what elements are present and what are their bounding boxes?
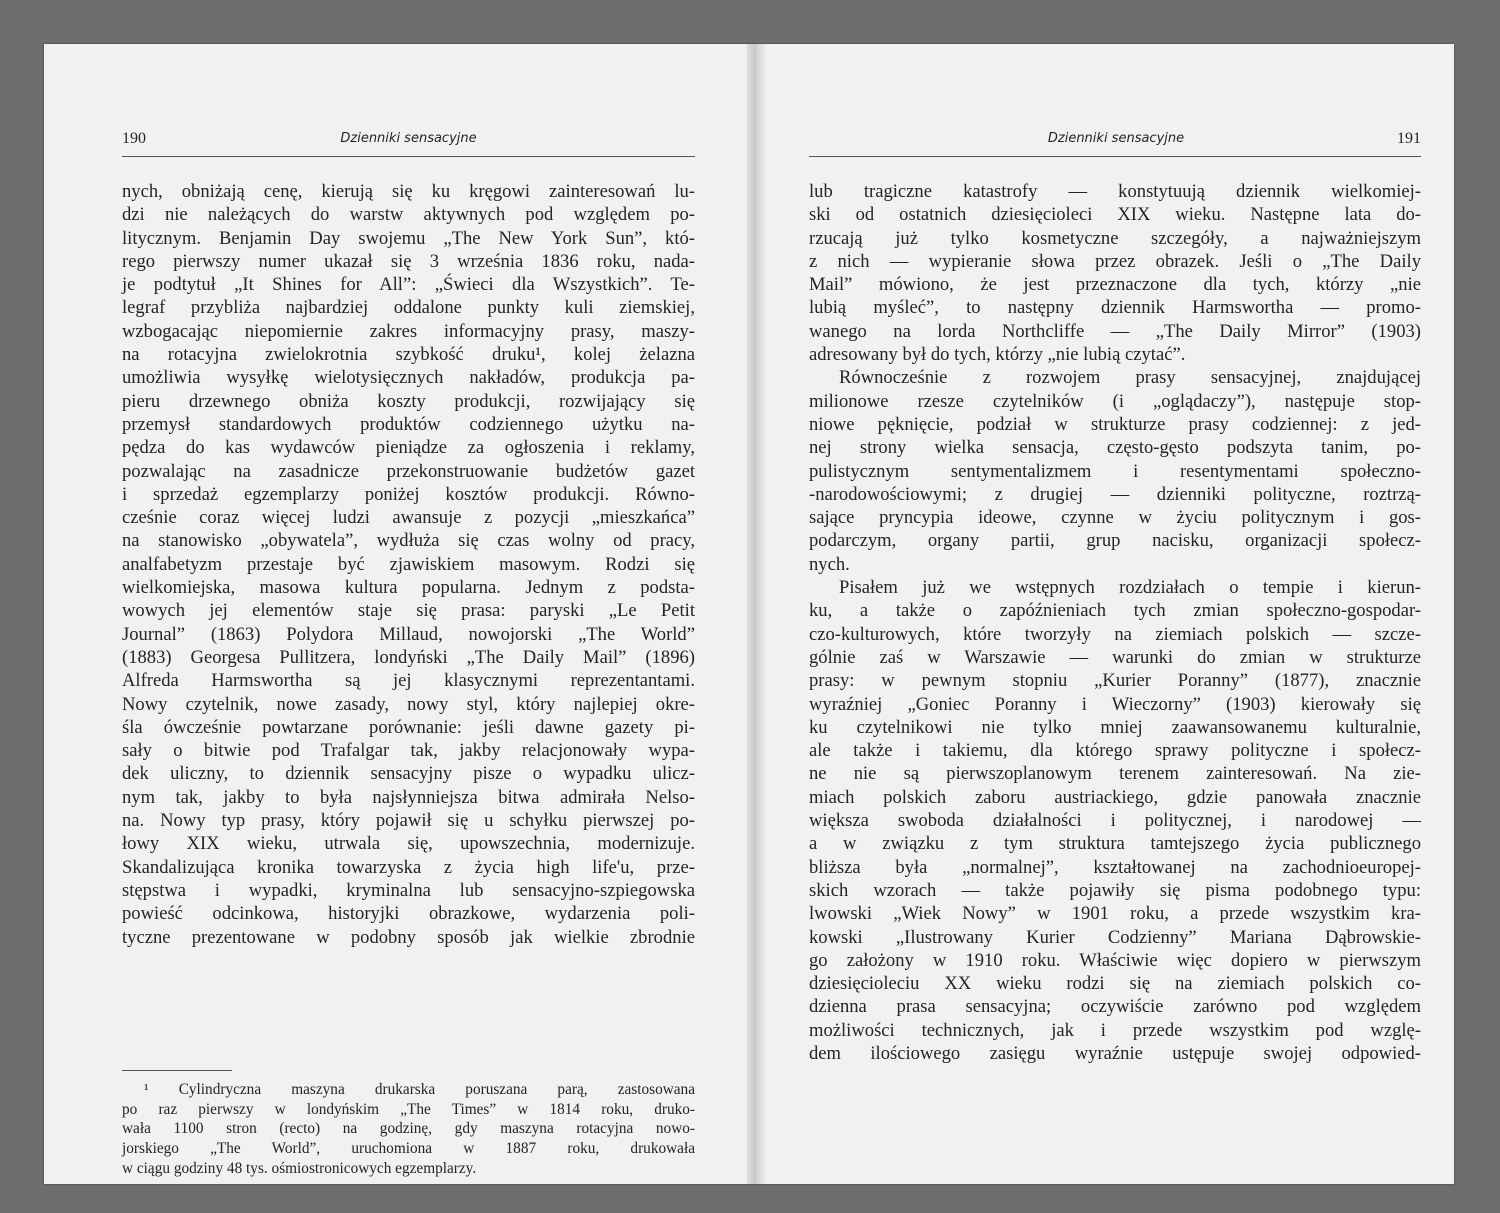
text-line: analfabetyzm przestaje być zjawiskiem masowym. Rodzi się (122, 553, 695, 575)
text-line: nej strony wielka sensacja, często-gęsto podszyta tanim, po- (809, 437, 1421, 459)
text-line: pędza do kas wydawców pieniądze za ogłoszenia i reklamy, (122, 437, 695, 459)
text-line: umożliwia wysyłkę wielotysięcznych nakładów, produkcja pa- (122, 367, 695, 389)
text-line: wanego na lorda Northcliffe — „The Daily Mirror” (1903) (809, 320, 1421, 342)
text-line: Alfreda Harmswortha są jej klasycznymi reprezentantami. (122, 670, 695, 692)
text-line: na stanowisko „obywatela”, wydłuża się czas wolny od pracy, (122, 530, 695, 552)
text-line: podarczym, organy partii, grup nacisku, organizacji społecz- (809, 530, 1421, 552)
text-line: miach polskich zaboru austriackiego, gdzie panowała znacznie (809, 786, 1421, 808)
right-page-number: 191 (1397, 130, 1421, 147)
text-line: rego pierwszy numer ukazał się 3 września 1836 roku, nada- (122, 250, 695, 272)
text-line: cześnie coraz więcej ludzi awansuje z pozycji „mieszkańca” (122, 507, 695, 529)
left-running-head: Dzienniki sensacyjne (340, 131, 477, 146)
text-line: Mail” mówiono, że jest przeznaczone dla tych, którzy „nie (809, 274, 1421, 296)
text-line: nych. (809, 553, 850, 575)
book-gutter (747, 44, 765, 1184)
text-line: niowe pęknięcie, podział w strukturze prasy codziennej: z jed- (809, 413, 1421, 435)
text-line: łowy XIX wieku, utrwala się, upowszechnia, modernizuje. (122, 833, 695, 855)
text-line: ski od ostatnich dziesięcioleci XIX wieku. Następne lata do- (809, 204, 1421, 226)
footnote-line: ¹ Cylindryczna maszyna drukarska poruszana parą, zastosowana (144, 1081, 695, 1098)
text-line: kowski „Ilustrowany Kurier Codzienny” Mariana Dąbrowskie- (809, 926, 1421, 948)
text-line: pieru drzewnego obniża koszty produkcji, rozwijający się (122, 390, 695, 412)
left-page (44, 44, 747, 1184)
text-line: Pisałem już we wstępnych rozdziałach o tempie i kierun- (839, 577, 1421, 599)
text-line: na. Nowy typ prasy, który pojawił się u schyłku pierwszej po- (122, 810, 695, 832)
right-page-body (809, 180, 1421, 1065)
text-line: z nich — wypieranie słowa przez obrazek. Jeśli o „The Daily (809, 250, 1421, 272)
text-line: czo-kulturowych, które tworzyły na ziemiach polskich — szcze- (809, 623, 1421, 645)
footnote (122, 1080, 695, 1178)
text-line: prasy: w pewnym stopniu „Kurier Poranny” (1877), znacznie (809, 670, 1421, 692)
text-line: bliższa była „normalnej”, kształtowanej na zachodnioeuropej- (809, 856, 1421, 878)
text-line: milionowe rzesze czytelników (i „oglądaczy”), następuje stop- (809, 390, 1421, 412)
left-page-number: 190 (122, 130, 146, 147)
text-line: większa swoboda działalności i politycznej, i narodowej — (809, 810, 1421, 832)
book-spread (44, 44, 1454, 1184)
footnote-rule (122, 1070, 232, 1071)
text-line: go założony w 1910 roku. Właściwie więc dopiero w pierwszym (809, 949, 1421, 971)
text-line: przemysł standardowych produktów codziennego użytku na- (122, 413, 695, 435)
text-line: (1883) Georgesa Pullitzera, londyński „The Daily Mail” (1896) (122, 646, 695, 668)
text-line: je podtytuł „It Shines for All”: „Świeci dla Wszystkich”. Te- (122, 274, 695, 296)
text-line: nym tak, jakby to była najsłynniejsza bitwa admirała Nelso- (122, 786, 695, 808)
text-line: Skandalizująca kronika towarzyska z życia high life'u, prze- (122, 856, 695, 878)
text-line: legraf przybliża najbardziej oddalone punkty kuli ziemskiej, (122, 297, 695, 319)
text-line: -narodowościowymi; z drugiej — dzienniki polityczne, roztrzą- (809, 483, 1421, 505)
text-line: dzi nie należących do warstw aktywnych pod względem po- (122, 204, 695, 226)
text-line: ku, a także o zapóźnieniach tych zmian społeczno-gospodar- (809, 600, 1421, 622)
text-line: tyczne prezentowane w podobny sposób jak wielkie zbrodnie (122, 926, 695, 948)
text-line: Równocześnie z rozwojem prasy sensacyjnej, znajdującej (839, 367, 1421, 389)
text-line: nych, obniżają cenę, kierują się ku kręgowi zainteresowań lu- (122, 181, 695, 202)
text-line: dziesięcioleciu XX wieku rodzi się na ziemiach polskich co- (809, 973, 1421, 995)
text-line: Journal” (1863) Polydora Millaud, nowojorski „The World” (122, 623, 695, 645)
text-line: dzienna prasa sensacyjna; oczywiście zarówno pod względem (809, 996, 1421, 1018)
text-line: sały o bitwie pod Trafalgar tak, jakby relacjonowały wypa- (122, 740, 695, 762)
text-line: lub tragiczne katastrofy — konstytuują dziennik wielkomiej- (809, 181, 1421, 202)
text-line: wzbogacając niepomiernie zakres informacyjny prasy, maszy- (122, 320, 695, 342)
right-header-rule (809, 156, 1421, 157)
text-line: i sprzedaż egzemplarzy poniżej kosztów produkcji. Równo- (122, 483, 695, 505)
text-line: wielkomiejska, masowa kultura popularna. Jednym z podsta- (122, 577, 695, 599)
text-line: wyraźniej „Goniec Poranny i Wieczorny” (1903) kierowały się (809, 693, 1421, 715)
footnote-line: po raz pierwszy w londyńskim „The Times” w 1814 roku, druko- (122, 1100, 695, 1118)
text-line: rzucają już tylko kosmetyczne szczegóły, a najważniejszym (809, 227, 1421, 249)
footnote-line: w ciągu godziny 48 tys. ośmiostronicowych egzemplarzy. (122, 1159, 477, 1177)
text-line: śla ówcześnie powtarzane porównanie: jeśli dawne gazety pi- (122, 716, 695, 738)
left-page-body (122, 180, 695, 949)
text-line: możliwości technicznych, jak i przede wszystkim pod wzglę- (809, 1019, 1421, 1041)
text-line: dek uliczny, to dziennik sensacyjny pisze o wypadku ulicz- (122, 763, 695, 785)
footnote-line: jorskiego „The World”, uruchomiona w 1887 roku, drukowała (122, 1140, 695, 1158)
text-line: sające pryncypia ideowe, czynne w życiu politycznym i gos- (809, 507, 1421, 529)
text-line: stępstwa i wypadki, kryminalna lub sensacyjno-szpiegowska (122, 879, 695, 901)
text-line: na rotacyjna zwielokrotnia szybkość druku¹, kolej żelazna (122, 344, 695, 366)
left-page-header (122, 130, 695, 152)
text-line: skich wzorach — także pojawiły się pisma podobnego typu: (809, 879, 1421, 901)
text-line: pozwalając na zasadnicze przekonstruowanie budżetów gazet (122, 460, 695, 482)
footnote-line: wała 1100 stron (recto) na godzinę, gdy maszyna rotacyjna nowo- (122, 1120, 695, 1138)
text-line: powieść odcinkowa, historyjki obrazkowe, wydarzenia poli- (122, 903, 695, 925)
text-line: ku czytelnikowi nie tylko mniej zaawansowanemu kulturalnie, (809, 716, 1421, 738)
text-line: dem ilościowego zasięgu wyraźnie ustępuje swojej odpowied- (809, 1042, 1421, 1064)
text-line: pulistycznym sentymentalizmem i resentymentami społeczno- (809, 460, 1421, 482)
right-page-header (811, 130, 1421, 152)
left-header-rule (122, 156, 695, 157)
text-line: ne nie są pierwszoplanowym terenem zainteresowań. Na zie- (809, 763, 1421, 785)
right-running-head: Dzienniki sensacyjne (1047, 131, 1185, 146)
text-line: wowych jej elementów staje się prasa: paryski „Le Petit (122, 600, 695, 622)
text-line: lubią myśleć”, to następny dziennik Harmswortha — promo- (809, 297, 1421, 319)
text-line: a w związku z tym struktura tamtejszego życia publicznego (809, 833, 1421, 855)
text-line: Nowy czytelnik, nowe zasady, nowy styl, który najlepiej okre- (122, 693, 695, 715)
text-line: adresowany był do tych, którzy „nie lubią czytać”. (809, 344, 1186, 366)
text-line: gólnie zaś w Warszawie — warunki do zmian w strukturze (809, 646, 1421, 668)
text-line: lwowski „Wiek Nowy” w 1901 roku, a przede wszystkim kra- (809, 903, 1421, 925)
text-line: litycznym. Benjamin Day swojemu „The New York Sun”, któ- (122, 227, 695, 249)
text-line: ale także i takiemu, dla którego sprawy polityczne i społecz- (809, 740, 1421, 762)
right-page (765, 44, 1454, 1184)
